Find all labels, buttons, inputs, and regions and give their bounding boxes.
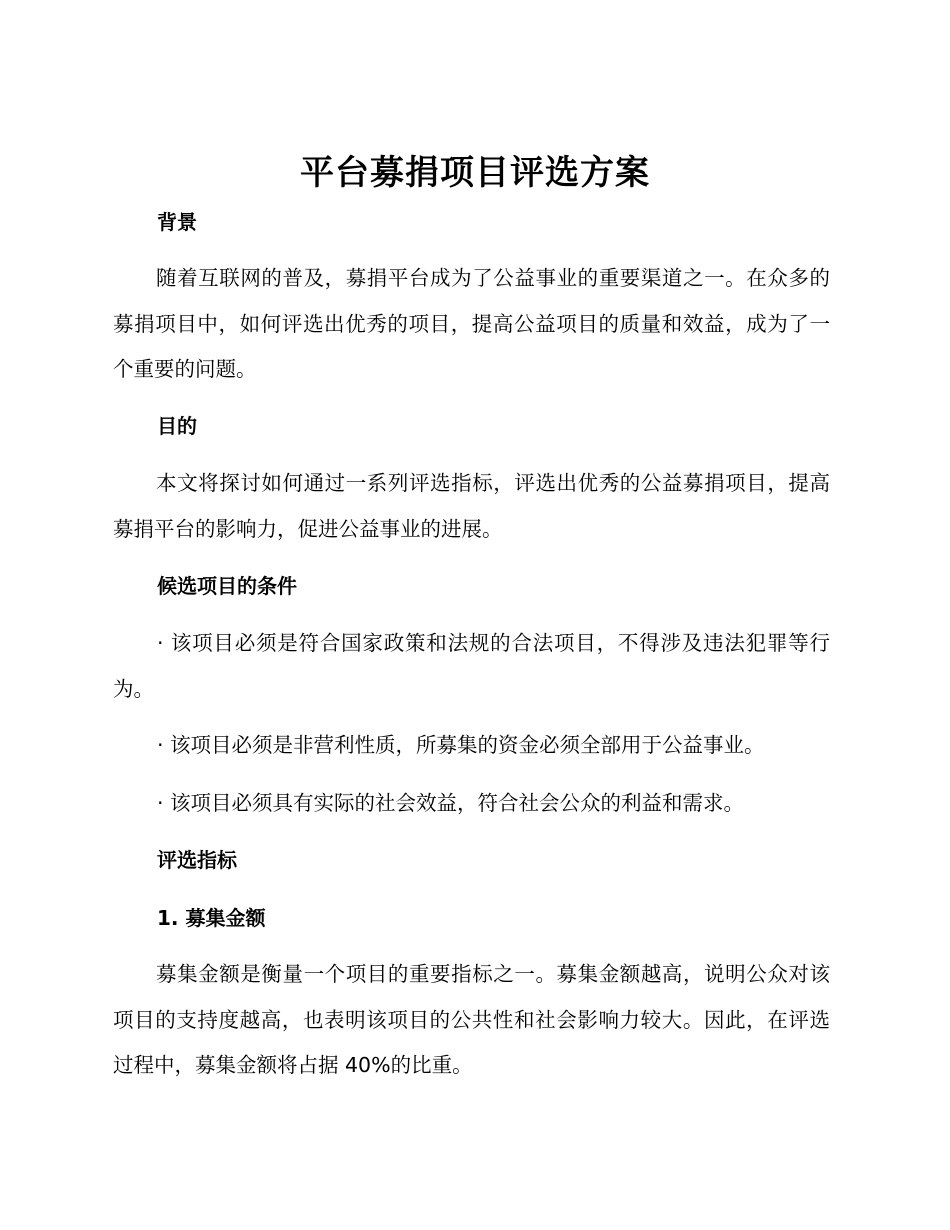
- heading-conditions: 候选项目的条件: [157, 574, 297, 598]
- subheading-amount-raised: 1. 募集金额: [157, 906, 266, 930]
- paragraph-background: 随着互联网的普及，募捐平台成为了公益事业的重要渠道之一。在众多的募捐项目中，如何评选出优秀的项目，提高公益项目的质量和效益，成为了一个重要的问题。: [113, 266, 830, 381]
- list-item-condition-2: · 该项目必须是非营利性质，所募集的资金必须全部用于公益事业。: [157, 733, 765, 757]
- document-title: 平台募捐项目评选方案: [300, 153, 650, 193]
- heading-criteria: 评选指标: [157, 848, 237, 872]
- paragraph-purpose: 本文将探讨如何通过一系列评选指标，评选出优秀的公益募捐项目，提高募捐平台的影响力，促进公益事业的进展。: [113, 471, 830, 541]
- list-item-condition-3: · 该项目必须具有实际的社会效益，符合社会公众的利益和需求。: [157, 791, 745, 815]
- paragraph-amount-raised: 募集金额是衡量一个项目的重要指标之一。募集金额越高，说明公众对该项目的支持度越高，也表明该项目的公共性和社会影响力较大。因此，在评选过程中，募集金额将占据 40%的比重。: [113, 962, 830, 1077]
- heading-background: 背景: [157, 210, 197, 234]
- heading-purpose: 目的: [157, 414, 197, 438]
- list-item-condition-1: · 该项目必须是符合国家政策和法规的合法项目，不得涉及违法犯罪等行为。: [113, 631, 830, 701]
